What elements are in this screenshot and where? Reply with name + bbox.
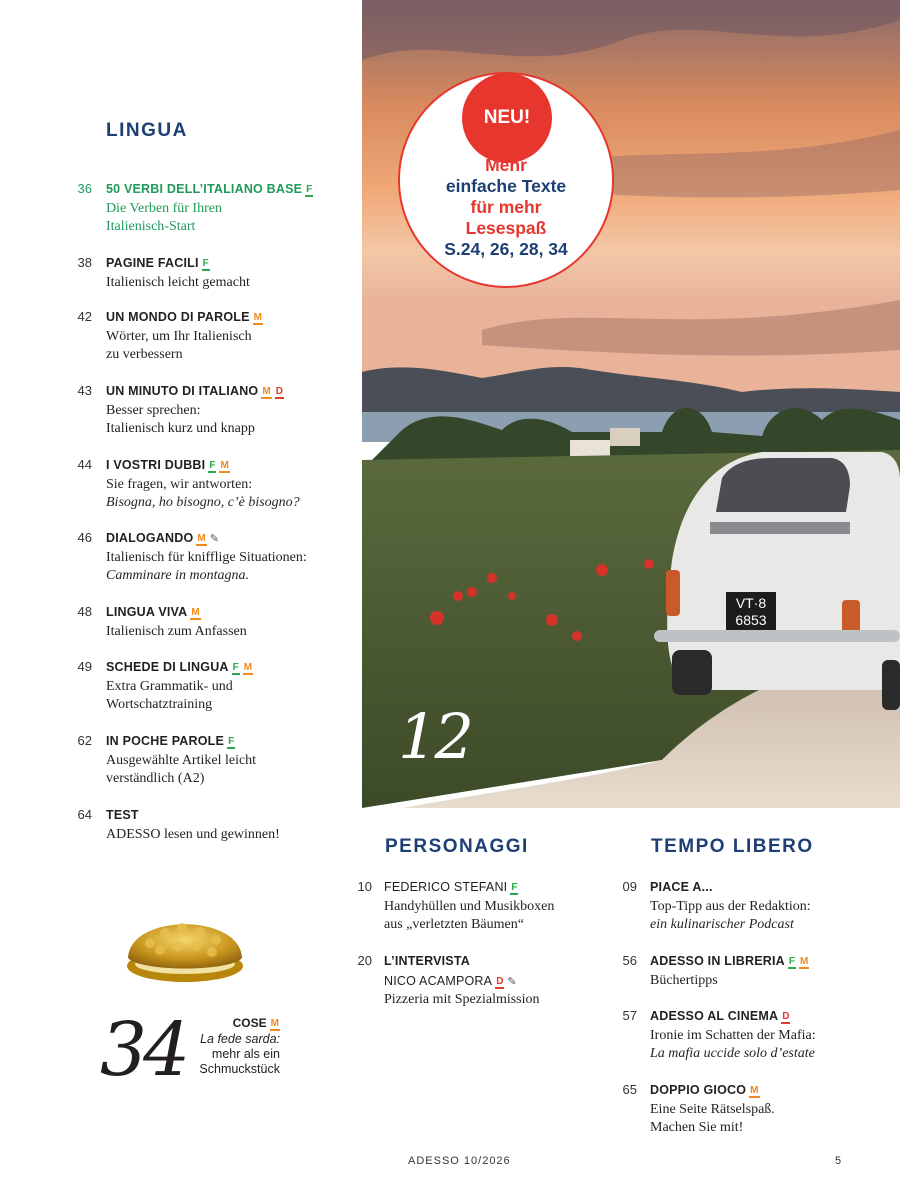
cose-title: COSE (232, 1016, 267, 1030)
entry-desc: Sie fragen, wir antworten: (106, 476, 253, 492)
promo-line5: S.24, 26, 28, 34 (444, 239, 568, 259)
cose-desc-line2: Schmuckstück (199, 1062, 280, 1076)
section-title-lingua: LINGUA (106, 120, 188, 141)
page-number: 62 (77, 733, 92, 748)
page-number: 49 (77, 659, 92, 674)
badge-d: D (496, 975, 504, 987)
page-number: 65 (622, 1082, 637, 1097)
entry-title: PAGINE FACILI (106, 256, 199, 270)
entry-desc-italic: ein kulinarischer Podcast (650, 917, 794, 932)
entry-title: DIALOGANDO (106, 531, 194, 545)
page-number: 20 (357, 953, 372, 968)
section-title-personaggi: PERSONAGGI (385, 836, 529, 857)
entry-title: L’INTERVISTA (384, 954, 470, 968)
cose-page-number: 34 (100, 1007, 187, 1093)
entry-title: LINGUA VIVA (106, 605, 188, 619)
promo-line4: Lesespaß (465, 218, 547, 238)
entry-subtitle: NICO ACAMPORA (384, 973, 493, 988)
entry-desc: Extra Grammatik- und (106, 678, 233, 694)
entry-title: ADESSO AL CINEMA (650, 1009, 779, 1023)
plate-line2: 6853 (735, 612, 767, 628)
entry-title: IN POCHE PAROLE (106, 734, 225, 748)
page-number: 36 (77, 181, 92, 196)
page-number: 48 (77, 604, 92, 619)
badge-d: D (782, 1011, 790, 1022)
badge-m: M (243, 662, 253, 673)
cose-entry[interactable] (190, 1014, 280, 1077)
entry-desc: Italienisch zum Anfassen (106, 623, 247, 639)
badge-m: M (262, 386, 271, 397)
entry-desc: zu verbessern (106, 347, 183, 362)
entry-title: TEST (106, 808, 139, 822)
entry-desc: Handyhüllen und Musikboxen (384, 898, 555, 914)
footer-magazine: ADESSO 10/2026 (408, 1155, 511, 1167)
footer-page-number: 5 (835, 1155, 843, 1167)
entry-title: 50 VERBI DELL’ITALIANO BASE (106, 182, 303, 196)
badge-f: F (511, 882, 518, 893)
entry-title: UN MINUTO DI ITALIANO (106, 384, 259, 398)
promo-line3: für mehr (470, 197, 542, 217)
page-number: 09 (622, 879, 637, 894)
badge-d: D (275, 386, 283, 397)
pencil-icon: ✎ (209, 533, 219, 545)
entry-desc: ADESSO lesen und gewinnen! (106, 826, 280, 842)
photo-page-number: 12 (398, 700, 471, 773)
entry-desc: Wortschatztraining (106, 697, 213, 712)
badge-m: M (191, 607, 200, 618)
page-number: 10 (357, 879, 372, 894)
entry-title: FEDERICO STEFANI (384, 880, 508, 894)
page-number: 42 (77, 309, 92, 324)
entry-desc-italic: Bisogna, ho bisogno, c’è bisogno? (106, 495, 300, 510)
badge-m: M (799, 956, 809, 967)
entry-title: I VOSTRI DUBBI (106, 458, 206, 472)
entry-desc: Italienisch leicht gemacht (106, 274, 250, 290)
entry-desc: Ausgewählte Artikel leicht (106, 752, 257, 768)
page-number: 56 (622, 953, 637, 968)
plate-line1: VT·8 (735, 595, 767, 611)
entry-desc: Italienisch für knifflige Situationen: (106, 549, 307, 565)
entry-desc-italic: La mafia uccide solo d’estate (650, 1046, 815, 1061)
entry-desc: Machen Sie mit! (650, 1120, 744, 1135)
entry-title: DOPPIO GIOCO (650, 1083, 747, 1097)
page-number: 38 (77, 255, 92, 270)
entry-desc: Eine Seite Rätselspaß. (650, 1101, 775, 1117)
badge-m: M (270, 1018, 279, 1029)
entry-desc: Italienisch-Start (106, 219, 196, 234)
promo-text (412, 155, 600, 260)
entry-desc: Italienisch kurz und knapp (106, 421, 255, 436)
badge-m: M (197, 533, 206, 544)
badge-f: F (228, 736, 235, 747)
entry-desc: verständlich (A2) (106, 771, 205, 786)
badge-m: M (253, 312, 262, 323)
pencil-icon: ✎ (507, 975, 517, 988)
promo-line1: Mehr (485, 155, 527, 175)
badge-f: F (209, 460, 216, 471)
badge-m: M (750, 1085, 759, 1096)
cose-desc-line1: mehr als ein (211, 1047, 280, 1061)
entry-desc: aus „verletzten Bäumen“ (384, 917, 524, 932)
entry-desc-italic: Camminare in montagna. (106, 568, 249, 583)
page-number: 43 (77, 383, 92, 398)
entry-desc: Pizzeria mit Spezialmission (384, 992, 540, 1007)
entry-desc: Büchertipps (650, 972, 718, 988)
section-title-tempo-libero: TEMPO LIBERO (651, 836, 814, 857)
cose-desc-italic: La fede sarda: (200, 1032, 280, 1046)
promo-new-badge: NEU! (462, 73, 552, 163)
page-number: 44 (77, 457, 92, 472)
entry-title: PIACE A... (650, 880, 713, 894)
page-number: 64 (77, 807, 92, 822)
badge-m: M (220, 460, 229, 471)
entry-desc: Ironie im Schatten der Mafia: (650, 1027, 816, 1043)
entry-desc: Wörter, um Ihr Italienisch (106, 328, 252, 344)
badge-f: F (232, 662, 239, 673)
entry-desc: Die Verben für Ihren (106, 200, 222, 216)
ring-image (120, 888, 250, 988)
entry-title: SCHEDE DI LINGUA (106, 660, 229, 674)
badge-f: F (788, 956, 795, 967)
entry-desc: Top-Tipp aus der Redaktion: (650, 898, 811, 914)
page-number: 57 (622, 1008, 637, 1023)
promo-line2: einfache Texte (445, 176, 567, 196)
entry-title: UN MONDO DI PAROLE (106, 310, 250, 324)
entry-title: ADESSO IN LIBRERIA (650, 954, 785, 968)
page-number: 46 (77, 530, 92, 545)
entry-desc: Besser sprechen: (106, 402, 201, 418)
badge-f: F (202, 258, 209, 269)
badge-f: F (306, 184, 313, 195)
